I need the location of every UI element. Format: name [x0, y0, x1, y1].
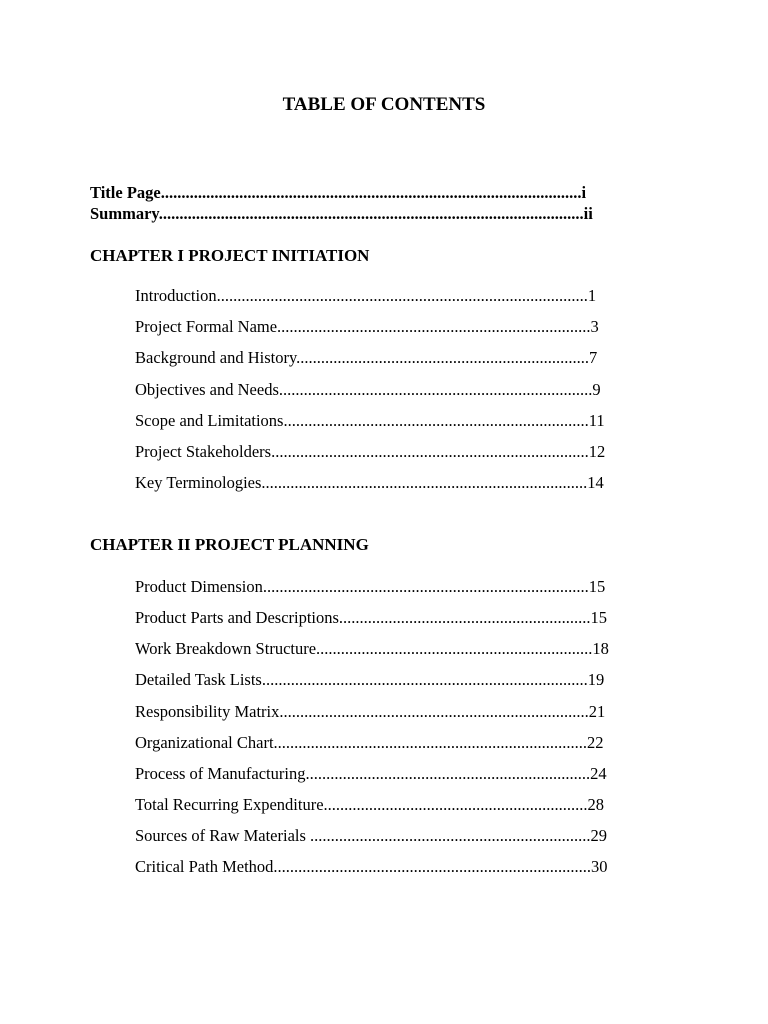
toc-entry: Critical Path Method.............................................................................30: [135, 857, 608, 876]
toc-entry: Work Breakdown Structure...................................................................18: [135, 639, 609, 658]
toc-entry: Process of Manufacturing.....................................................................24: [135, 764, 607, 783]
toc-entry-title-page: Title Page......................................................................................................i: [90, 183, 587, 202]
toc-entry: Product Dimension...............................................................................15: [135, 577, 606, 596]
toc-entry: Project Stakeholders.............................................................................12: [135, 442, 606, 461]
toc-entry: Product Parts and Descriptions.............................................................15: [135, 608, 608, 627]
toc-entry: Total Recurring Expenditure................................................................28: [135, 795, 605, 814]
page-title: TABLE OF CONTENTS: [282, 94, 486, 115]
toc-entry: Responsibility Matrix...........................................................................21: [135, 702, 606, 721]
toc-entry: Sources of Raw Materials ....................................................................29: [135, 826, 608, 845]
toc-entry: Key Terminologies...............................................................................14: [135, 473, 604, 492]
toc-entry: Detailed Task Lists...............................................................................19: [135, 670, 605, 689]
toc-entry: Scope and Limitations..........................................................................11: [135, 411, 605, 430]
toc-entry: Objectives and Needs............................................................................9: [135, 380, 601, 399]
toc-entry: Introduction..........................................................................................1: [135, 286, 597, 305]
chapter-heading-1: CHAPTER I PROJECT INITIATION: [90, 246, 370, 265]
toc-entry: Project Formal Name............................................................................3: [135, 317, 599, 336]
toc-entry-summary: Summary.......................................................................................................ii: [90, 204, 593, 223]
toc-entry: Organizational Chart............................................................................22: [135, 733, 604, 752]
chapter-heading-2: CHAPTER II PROJECT PLANNING: [90, 535, 369, 554]
toc-entry: Background and History.......................................................................7: [135, 348, 598, 367]
